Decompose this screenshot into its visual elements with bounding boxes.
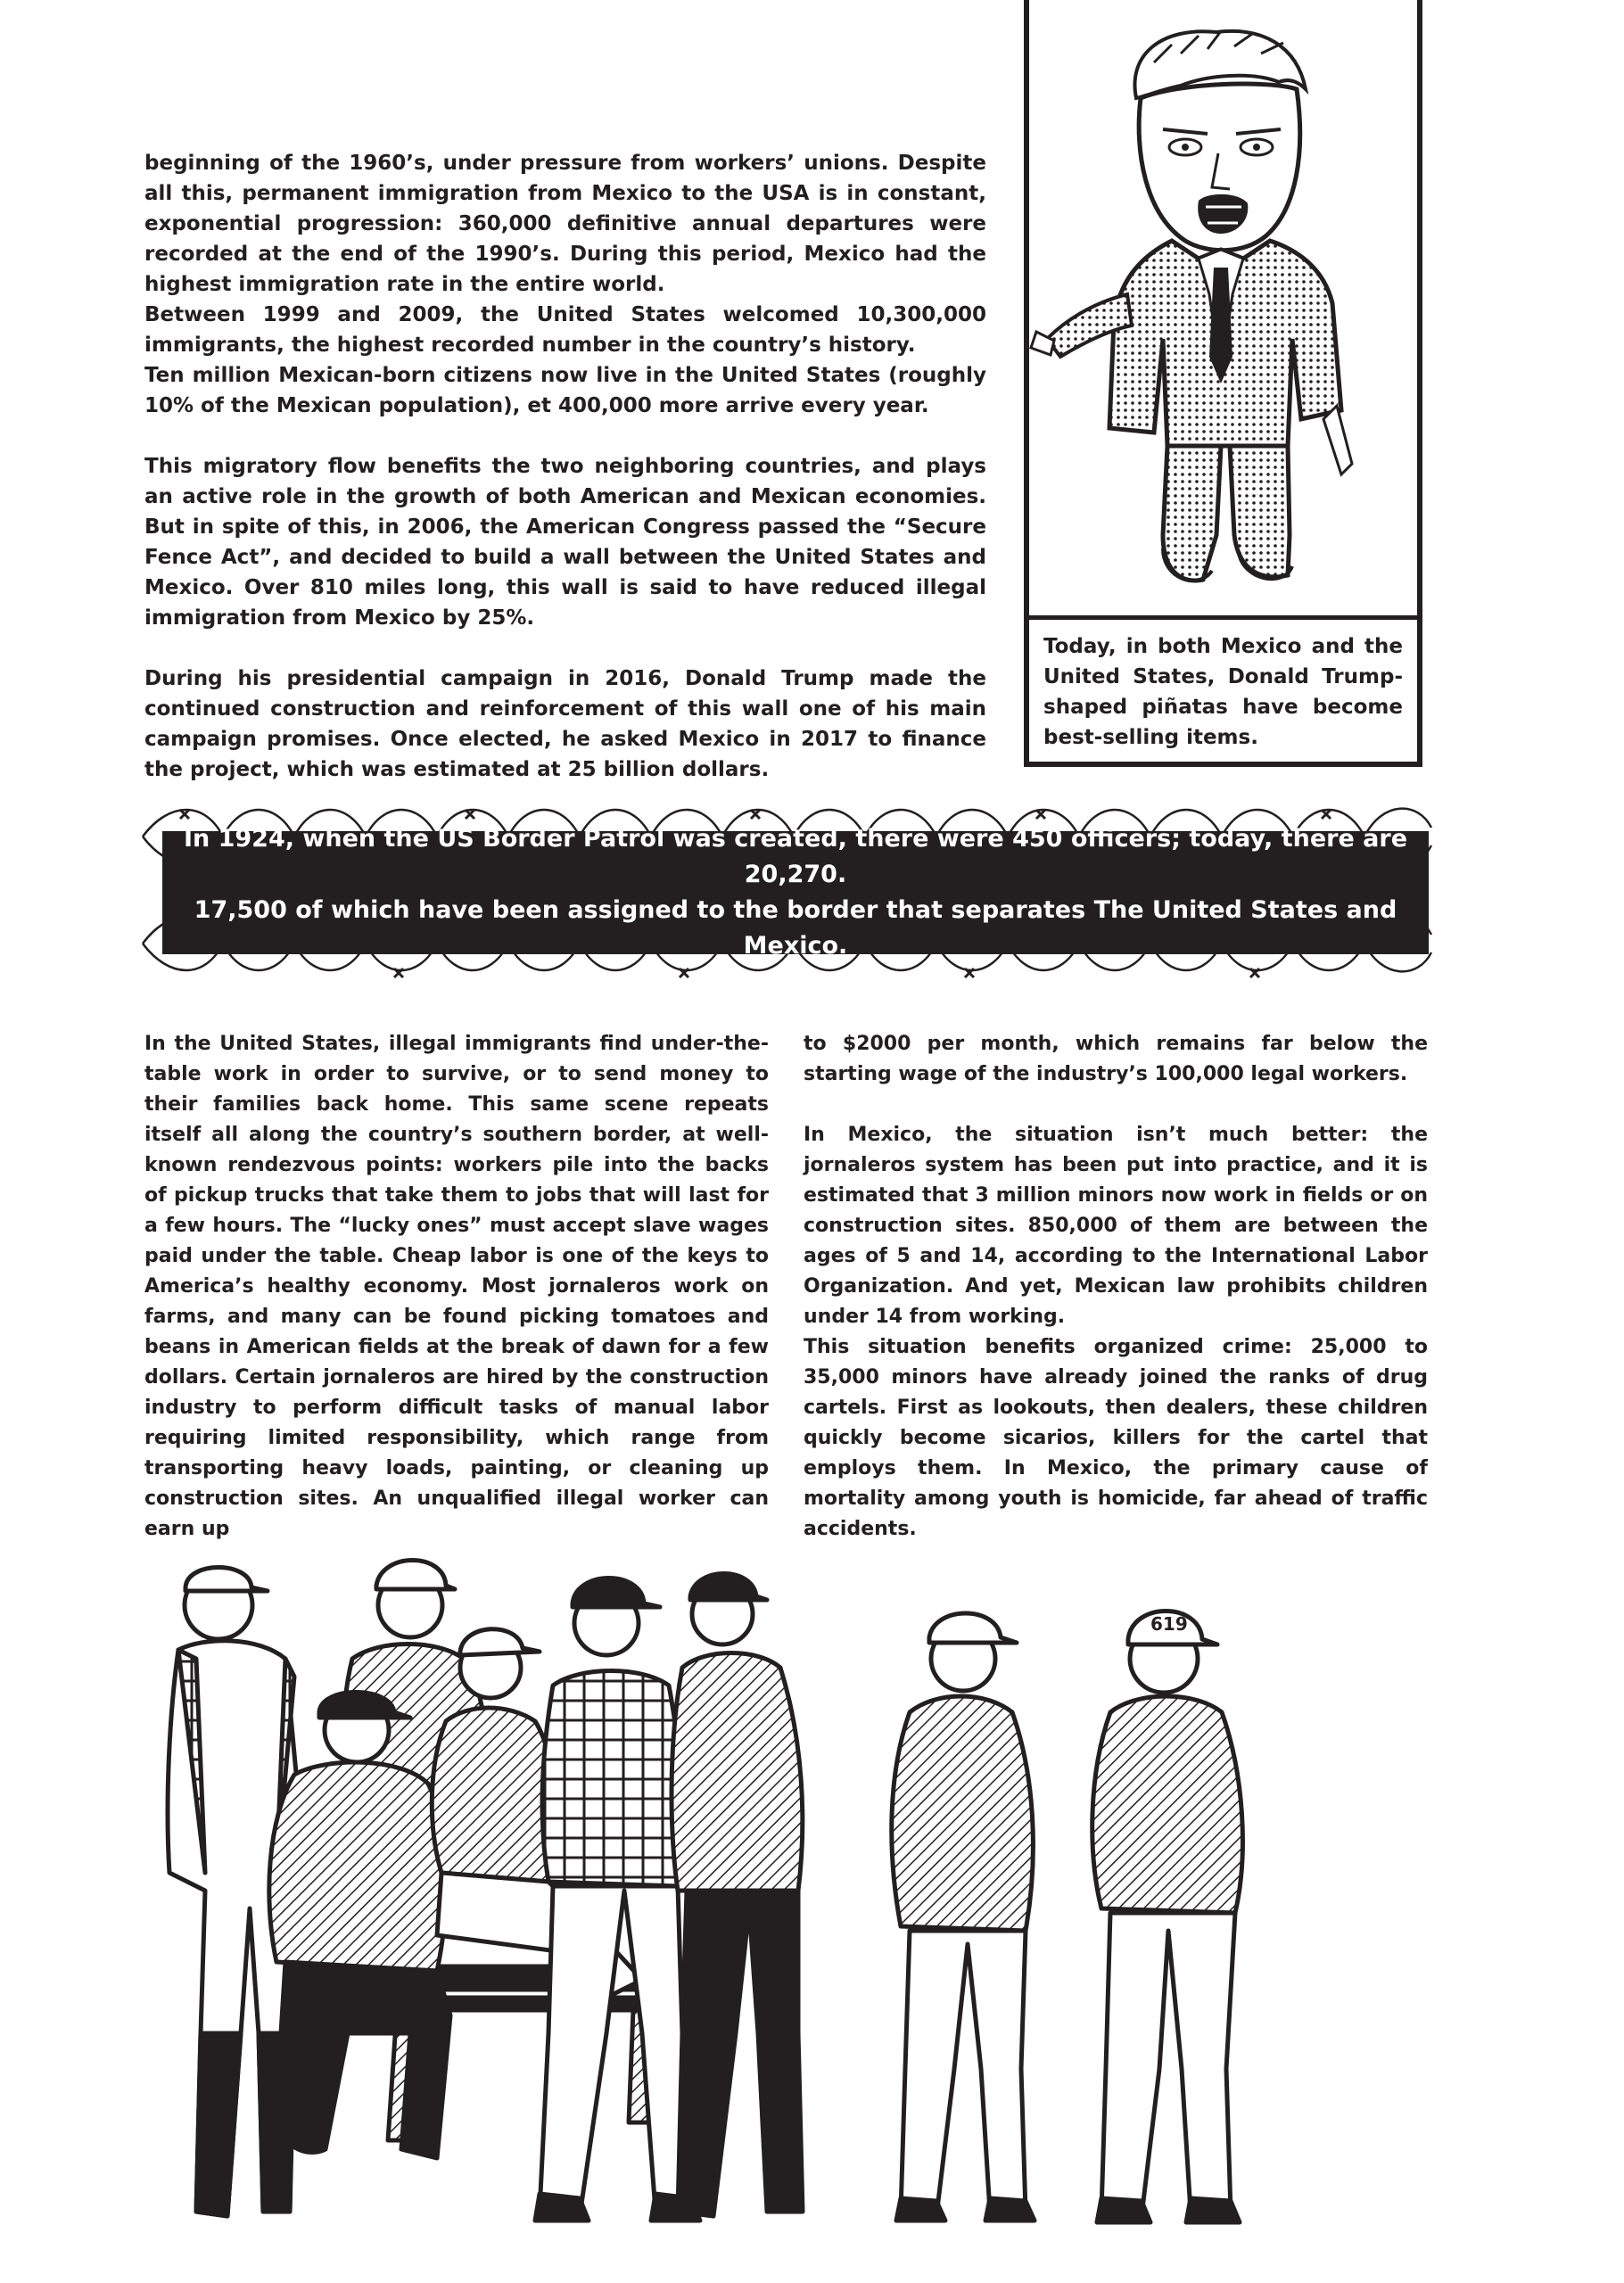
right-column-paragraph-2: In Mexico, the situation isn’t much better: the jornaleros system has been put into practice, and it is estimated that 3 million minors now work in fields or on construction sites. 850,000 of them are between the ages of 5 and 14, according to the International Labor Organization. And yet, Mexican law prohibits children under 14 from working.: [804, 1124, 1428, 1328]
intro-paragraph-5: During his presidential campaign in 2016, Donald Trump made the continued construction and reinforcement of this wall one of his main campaign promises. Once elected, he asked Mexico in 2017 to finance the project, which was estimated at 25 billion dollars.: [144, 667, 986, 781]
fact-line-1: In 1924, when the US Border Patrol was created, there were 450 officers; today, there are 20,270.: [183, 825, 1408, 888]
intro-text: [144, 148, 986, 785]
left-column-paragraph: In the United States, illegal immigrants find under-the-table work in order to survive, or to send money to their families back home. This same scene repeats itself all along the country’s southern border, at well-known rendezvous points: workers pile into the backs of pickup trucks that take them to jobs that will last for a few hours. The “lucky ones” must accept slave wages paid under the table. Cheap labor is one of the keys to America’s healthy economy. Most jornaleros work on farms, and many can be found picking tomatoes and beans in American fields at the break of dawn for a few dollars. Certain jornaleros are hired by the construction industry to perform difficult tasks of manual labor requiring limited responsibility, which range from transporting heavy loads, painting, or cleaning up construction sites. An unqualified illegal worker can earn up: [144, 1033, 769, 1540]
left-column-text: [144, 1029, 769, 1545]
fact-line-2: 17,500 of which have been assigned to the border that separates The United States and Mexico.: [194, 896, 1397, 960]
right-column-text: [804, 1029, 1428, 1545]
cap-number-text: 619: [1150, 1613, 1188, 1635]
right-column-paragraph-1: to $2000 per month, which remains far below the starting wage of the industry’s 100,000 legal workers.: [804, 1033, 1428, 1085]
intro-paragraph-1: beginning of the 1960’s, under pressure from workers’ unions. Despite all this, permanent immigration from Mexico to the USA is in constant, exponential progression: 360,000 definitive annual departures were recorded at the end of the 1990’s. During this period, Mexico had the highest immigration rate in the entire world.: [144, 152, 986, 296]
intro-paragraph-3: Ten million Mexican-born citizens now live in the United States (roughly 10% of the Mexican population), et 400,000 more arrive every year.: [144, 364, 986, 417]
right-column-paragraph-3: This situation benefits organized crime: 25,000 to 35,000 minors have already joined the ranks of drug cartels. First as lookouts, then dealers, these children quickly become sicarios, killers for the cartel that employs them. In Mexico, the primary cause of mortality among youth is homicide, far ahead of traffic accidents.: [804, 1336, 1428, 1540]
pinata-sidebar-panel: [1024, 0, 1422, 767]
intro-paragraph-2: Between 1999 and 2009, the United States welcomed 10,300,000 immigrants, the highest recorded number in the country’s history.: [144, 303, 986, 357]
pinata-caption: Today, in both Mexico and the United States, Donald Trump-shaped piñatas have become best-selling items.: [1043, 635, 1403, 749]
jornaleros-illustration: [143, 1534, 1445, 2238]
trump-pinata-illustration: [1029, 0, 1417, 621]
border-patrol-fact-box: [162, 825, 1429, 960]
intro-paragraph-4: This migratory flow benefits the two neighboring countries, and plays an active role in the growth of both American and Mexican economies. But in spite of this, in 2006, the American Congress passed the “Secure Fence Act”, and decided to build a wall between the United States and Mexico. Over 810 miles long, this wall is said to have reduced illegal immigration from Mexico by 25%.: [144, 455, 986, 630]
